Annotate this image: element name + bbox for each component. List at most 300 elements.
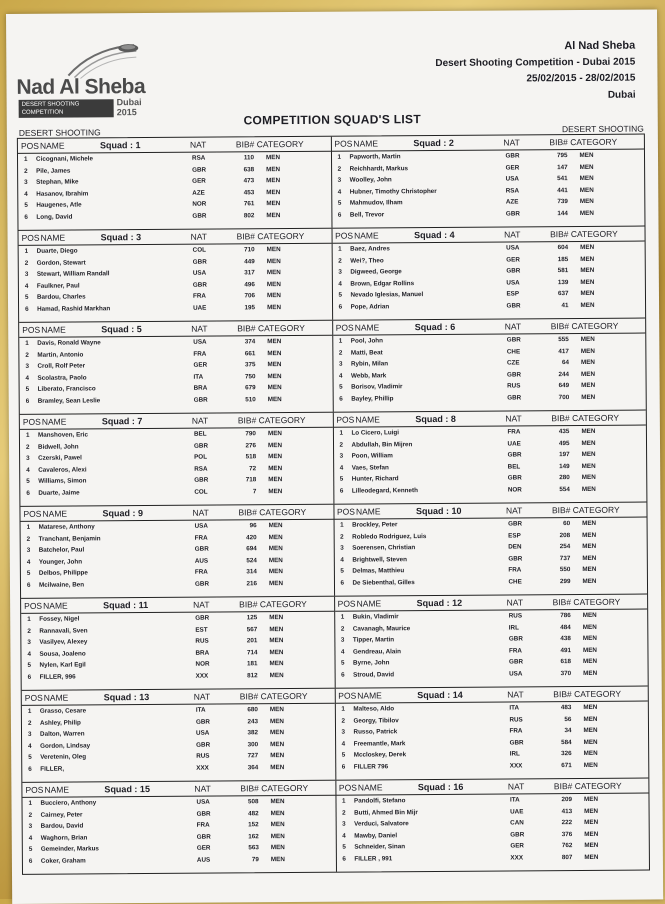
col-name-header: NAME — [44, 784, 70, 795]
shooter-bib: 144 — [557, 209, 568, 217]
shooter-name: Younger, John — [38, 557, 83, 566]
shooter-name: Hubner, Timothy Christopher — [349, 187, 437, 196]
shooter-pos: 4 — [339, 464, 344, 472]
col-pos-header: POS — [335, 230, 354, 241]
shooter-bib: 710 — [244, 246, 255, 254]
squad-block — [22, 689, 335, 782]
shooter-pos: 3 — [340, 544, 344, 552]
shooter-bib: 491 — [560, 646, 571, 654]
squad-title: Squad : 14 — [417, 689, 463, 701]
shooter-pos: 4 — [341, 740, 346, 748]
shooter-name: De Siebenthal, Gilles — [352, 578, 415, 587]
shooter-pos: 1 — [27, 615, 31, 623]
shooter-pos: 2 — [26, 535, 31, 543]
shooter-pos: 2 — [28, 811, 33, 819]
shooter-bib: 496 — [244, 280, 255, 288]
squad-row — [21, 595, 648, 691]
shooter-pos: 4 — [338, 280, 342, 288]
shooter-pos: 1 — [341, 797, 346, 805]
shooter-category: MEN — [579, 209, 594, 217]
shooter-category: MEN — [584, 841, 599, 849]
shooter-name: Malteso, Aldo — [353, 705, 395, 713]
shooter-category: MEN — [270, 763, 285, 771]
shooter-name: Martin, Antonio — [37, 350, 84, 359]
shooter-name: FILLER , 991 — [354, 854, 393, 863]
col-name-header: NAME — [41, 324, 66, 335]
shooter-name: Pandolfi, Stefano — [353, 797, 406, 805]
shooter-bib: 449 — [244, 257, 255, 265]
shooter-nat: USA — [506, 278, 520, 287]
shooter-category: MEN — [267, 303, 282, 311]
shooter-nat: BRA — [195, 649, 210, 657]
shooter-name: Abdullah, Bin Mijren — [351, 440, 413, 449]
shooter-pos: 2 — [338, 349, 343, 357]
shooter-category: MEN — [584, 818, 599, 826]
shooter-name: Bardou, Charles — [36, 293, 86, 301]
shooter-nat: ITA — [195, 706, 206, 714]
shooter-name: Pile, James — [36, 167, 71, 175]
shooter-pos: 2 — [341, 717, 345, 725]
squad-title: Squad : 12 — [416, 597, 463, 609]
shooter-category: MEN — [268, 487, 283, 495]
shooter-pos: 1 — [23, 155, 28, 163]
shooter-bib: 60 — [563, 520, 571, 528]
shooter-bib: 195 — [244, 303, 256, 311]
shooter-nat: CHE — [506, 347, 521, 356]
squad-row — [22, 779, 649, 874]
shooter-nat: USA — [194, 522, 208, 530]
shooter-category: MEN — [583, 738, 598, 746]
shooter-nat: GBR — [194, 580, 210, 588]
shooter-pos: 6 — [28, 857, 33, 865]
shooter-category: MEN — [583, 703, 598, 711]
shooter-nat: GBR — [508, 520, 523, 528]
shooter-bib: 413 — [561, 807, 573, 815]
shooter-name: Nylen, Karl Egil — [39, 661, 86, 669]
shooter-bib: 483 — [560, 704, 572, 712]
shooter-row — [334, 575, 647, 589]
shooter-category: MEN — [267, 349, 282, 357]
shooter-row — [336, 851, 649, 865]
shooter-bib: 495 — [558, 439, 570, 447]
shooter-category: MEN — [266, 292, 281, 300]
squad-list-sheet — [6, 9, 663, 904]
col-nat-header: NAT — [191, 415, 209, 426]
shooter-bib: 473 — [243, 177, 255, 185]
shooter-bib: 56 — [564, 715, 572, 723]
shooter-bib: 364 — [247, 763, 259, 771]
shooter-bib: 34 — [564, 727, 572, 735]
squad-row — [22, 687, 649, 783]
squad-title: Squad : 4 — [414, 229, 455, 241]
shooter-name: Lo Cicero, Luigi — [351, 429, 400, 437]
shooter-category: MEN — [581, 370, 596, 378]
shooter-bib: 762 — [561, 842, 573, 850]
shooter-nat: GER — [192, 177, 206, 185]
shooter-row — [335, 667, 648, 681]
shooter-nat: BRA — [193, 384, 208, 392]
shooter-name: Hunter, Richard — [351, 475, 399, 483]
event-title: Desert Shooting Competition - Dubai 2015 — [435, 56, 636, 70]
shooter-nat: FRA — [193, 350, 207, 358]
shooter-row — [20, 393, 333, 407]
shooter-row — [18, 209, 331, 223]
shooter-pos: 6 — [28, 765, 32, 773]
shooter-nat: GBR — [508, 554, 523, 563]
shooter-category: MEN — [584, 830, 599, 838]
shooter-pos: 6 — [342, 855, 346, 863]
shooter-bib: 584 — [561, 738, 572, 746]
col-name-header: NAME — [355, 414, 380, 425]
col-pos-header: POS — [23, 508, 42, 519]
shooter-name: Mcilwaine, Ben — [38, 580, 85, 589]
shooter-name: Pope, Adrian — [350, 302, 390, 311]
shooter-category: MEN — [268, 453, 283, 461]
shooter-nat: CAN — [510, 819, 524, 827]
shooter-bib: 222 — [561, 819, 573, 827]
shooter-pos: 2 — [340, 625, 345, 633]
col-pos-header: POS — [336, 506, 355, 517]
shooter-bib: 374 — [244, 338, 256, 346]
shooter-category: MEN — [269, 637, 284, 645]
shooter-nat: NOR — [195, 660, 210, 668]
shooter-pos: 5 — [341, 659, 345, 667]
shooter-row — [333, 299, 646, 313]
shooter-bib: 96 — [249, 522, 257, 530]
squad-title: Squad : 15 — [104, 784, 150, 795]
shooter-pos: 6 — [341, 763, 346, 771]
shooter-category: MEN — [582, 646, 597, 654]
shooter-bib: 482 — [248, 809, 259, 817]
shooter-nat: GBR — [195, 614, 210, 622]
col-pos-header: POS — [25, 784, 44, 795]
shooter-bib: 244 — [558, 370, 570, 378]
shooter-nat: CZE — [506, 359, 520, 367]
squad-title: Squad : 6 — [414, 321, 456, 333]
shooter-nat: UAE — [510, 807, 524, 816]
shooter-category: MEN — [583, 761, 598, 769]
shooter-pos: 3 — [338, 360, 343, 368]
shooter-name: Wei?, Theo — [350, 256, 384, 265]
shooter-nat: CHE — [508, 577, 522, 586]
shooter-nat: FRA — [507, 428, 521, 436]
shooter-pos: 5 — [338, 291, 343, 299]
shooter-category: MEN — [584, 853, 599, 861]
shooter-name: Georgy, Tibilov — [353, 716, 399, 725]
col-pos-header: POS — [334, 138, 353, 149]
shooter-pos: 1 — [338, 337, 343, 345]
squad-title: Squad : 5 — [101, 324, 142, 335]
shooter-pos: 5 — [339, 383, 343, 391]
shooter-pos: 3 — [26, 454, 30, 462]
shooter-bib: 314 — [246, 568, 257, 576]
shooter-name: FILLER, 996 — [39, 673, 76, 681]
shooter-pos: 5 — [339, 475, 344, 483]
shooter-nat: ITA — [509, 704, 520, 712]
shooter-pos: 3 — [25, 362, 30, 370]
shooter-category: MEN — [580, 347, 595, 355]
shooter-nat: COL — [194, 488, 208, 496]
shooter-nat: UAE — [507, 439, 521, 448]
shooter-pos: 2 — [25, 443, 30, 451]
col-pos-header: POS — [335, 322, 354, 333]
col-nat-header: NAT — [190, 231, 207, 242]
shooter-bib: 185 — [557, 255, 569, 263]
col-bib-category-header: BIB# CATEGORY — [239, 690, 308, 702]
shooter-nat: AZE — [505, 198, 519, 206]
shooter-category: MEN — [270, 740, 285, 748]
shooter-nat: IRL — [509, 750, 520, 758]
shooter-category: MEN — [583, 669, 598, 677]
shooter-pos: 5 — [337, 199, 342, 207]
shooter-bib: 541 — [557, 175, 568, 183]
shooter-pos: 6 — [26, 581, 31, 589]
col-bib-category-header: BIB# CATEGORY — [552, 596, 621, 608]
shooter-name: Waghorn, Brian — [40, 833, 88, 842]
shooter-name: Haugenes, Atle — [36, 201, 82, 209]
shooter-nat: GBR — [196, 810, 211, 818]
shooter-name: Faulkner, Paul — [36, 281, 80, 290]
shooter-category: MEN — [266, 188, 281, 196]
shooter-nat: GBR — [506, 301, 521, 310]
shooter-category: MEN — [270, 821, 285, 829]
shooter-category: MEN — [268, 556, 283, 564]
shooter-pos: 6 — [341, 671, 345, 679]
shooter-nat: GBR — [505, 152, 520, 160]
shooter-nat: USA — [506, 244, 520, 252]
shooter-category: MEN — [269, 706, 284, 714]
squad-title: Squad : 10 — [415, 505, 462, 517]
shooter-name: Davis, Ronald Wayne — [37, 339, 101, 347]
col-bib-category-header: BIB# CATEGORY — [551, 412, 620, 424]
logo-brand: Nad Al Sheba — [16, 75, 146, 99]
shooter-pos: 6 — [339, 395, 343, 403]
shooter-category: MEN — [268, 476, 283, 484]
shooter-nat: GBR — [507, 474, 522, 482]
shooter-bib: 795 — [556, 152, 568, 160]
shooter-nat: USA — [192, 269, 207, 277]
shooter-pos: 4 — [28, 834, 33, 842]
venue-title: Al Nad Sheba — [564, 39, 636, 53]
shooter-category: MEN — [269, 648, 284, 656]
shooter-pos: 3 — [27, 638, 31, 646]
shooter-name: Sousa, Joaleno — [39, 649, 86, 658]
shooter-bib: 786 — [560, 612, 571, 620]
shooter-category: MEN — [269, 671, 284, 679]
shooter-name: Baez, Andres — [350, 245, 390, 253]
col-bib-category-header: BIB# CATEGORY — [238, 506, 307, 518]
col-nat-header: NAT — [506, 597, 524, 608]
shooter-name: Poon, William — [351, 452, 393, 460]
shooter-name: Bidwell, John — [37, 443, 79, 451]
col-pos-header: POS — [24, 600, 43, 611]
shooter-name: Russo, Patrick — [353, 728, 398, 736]
shooter-pos: 3 — [340, 636, 345, 644]
shooter-category: MEN — [268, 522, 283, 530]
shooter-category: MEN — [582, 565, 597, 573]
shooter-category: MEN — [579, 163, 594, 171]
shooter-nat: XXX — [195, 672, 209, 680]
shooter-pos: 4 — [25, 374, 30, 382]
shooter-nat: USA — [509, 669, 523, 678]
shooter-nat: GBR — [195, 718, 210, 726]
shooter-category: MEN — [581, 485, 596, 493]
shooter-nat: XXX — [510, 853, 524, 861]
shooter-bib: 671 — [561, 761, 572, 769]
shooter-nat: XXX — [196, 764, 209, 772]
squad-block — [334, 687, 648, 780]
shooter-nat: UAE — [193, 304, 207, 312]
shooter-nat: GBR — [194, 545, 209, 553]
shooter-pos: 3 — [339, 452, 344, 460]
shooter-category: MEN — [579, 197, 594, 205]
shooter-nat: GBR — [192, 258, 207, 266]
shooter-name: Gemeinder, Markus — [40, 845, 99, 853]
shooter-name: Verduci, Salvatore — [354, 820, 409, 828]
shooter-bib: 326 — [561, 750, 572, 758]
shooter-pos: 3 — [28, 730, 32, 738]
shooter-name: Stewart, William Randall — [36, 270, 110, 278]
shooter-category: MEN — [582, 623, 597, 631]
col-nat-header: NAT — [504, 229, 521, 240]
shooter-nat: EST — [195, 626, 208, 634]
shooter-pos: 1 — [25, 339, 29, 347]
shooter-nat: BEL — [507, 462, 521, 471]
shooter-name: Gordon, Lindsay — [40, 741, 91, 750]
shooter-pos: 6 — [25, 397, 30, 405]
col-name-header: NAME — [41, 416, 67, 427]
shooter-name: Rannavali, Sven — [39, 626, 88, 635]
shooter-category: MEN — [269, 729, 285, 737]
shooter-bib: 727 — [247, 752, 259, 760]
shooter-bib: 181 — [247, 660, 258, 668]
shooter-bib: 484 — [560, 623, 571, 631]
shooter-name: Pool, John — [350, 337, 384, 345]
shooter-category: MEN — [583, 749, 598, 757]
shooter-pos: 4 — [24, 282, 29, 290]
shooter-name: Croll, Rolf Peter — [37, 362, 86, 370]
shooter-pos: 5 — [28, 753, 32, 761]
shooter-category: MEN — [581, 462, 596, 470]
col-name-header: NAME — [42, 508, 68, 519]
shooter-category: MEN — [268, 568, 283, 576]
shooter-nat: GBR — [505, 209, 520, 218]
shooter-nat: AZE — [192, 189, 205, 197]
shooter-name: Brightwell, Steven — [352, 555, 407, 564]
shooter-pos: 2 — [24, 259, 29, 267]
shooter-bib: 254 — [559, 543, 571, 551]
shooter-bib: 276 — [245, 441, 257, 449]
shooter-name: Freemantle, Mark — [353, 739, 406, 748]
shooter-category: MEN — [270, 855, 285, 863]
shooter-name: Papworth, Martin — [349, 153, 401, 161]
col-nat-header: NAT — [194, 783, 211, 794]
shooter-nat: GBR — [507, 451, 522, 459]
shooter-category: MEN — [267, 441, 283, 449]
shooter-pos: 1 — [337, 153, 342, 161]
discipline-right: DESERT SHOOTING — [561, 123, 644, 135]
shooter-bib: 508 — [247, 798, 259, 806]
shooter-bib: 661 — [244, 349, 256, 357]
col-name-header: NAME — [353, 138, 379, 149]
squads-table — [17, 134, 650, 875]
squad-block — [21, 597, 334, 690]
col-name-header: NAME — [355, 506, 381, 517]
event-city: Dubai — [607, 89, 636, 101]
shooter-bib: 555 — [558, 336, 569, 344]
shooter-nat: GBR — [507, 370, 522, 379]
squad-title: Squad : 2 — [413, 137, 454, 149]
shooter-bib: 581 — [557, 267, 569, 275]
shooter-nat: FRA — [194, 534, 208, 542]
shooter-bib: 618 — [560, 658, 572, 666]
shooter-pos: 1 — [27, 707, 32, 715]
shooter-name: Webb, Mark — [351, 371, 387, 380]
col-name-header: NAME — [43, 692, 69, 703]
col-nat-header: NAT — [507, 781, 525, 792]
squad-block — [20, 413, 333, 506]
shooter-category: MEN — [580, 255, 595, 263]
shooter-nat: IRL — [508, 623, 519, 632]
logo-city: Dubai — [116, 97, 142, 108]
shooter-name: Long, David — [36, 213, 73, 221]
shooter-category: MEN — [270, 752, 285, 760]
shooter-nat: FRA — [196, 821, 210, 829]
shooter-bib: 280 — [559, 474, 570, 482]
shooter-name: Batchelor, Paul — [38, 546, 85, 554]
shooter-pos: 5 — [26, 569, 31, 577]
squad-title: Squad : 13 — [103, 692, 150, 703]
shooter-category: MEN — [583, 657, 598, 665]
shooter-pos: 6 — [337, 211, 342, 219]
shooter-nat: GBR — [506, 267, 521, 275]
shooter-nat: XXX — [509, 761, 523, 770]
shooter-category: MEN — [581, 450, 596, 458]
shooter-pos: 4 — [342, 832, 346, 840]
shooter-nat: USA — [196, 798, 210, 806]
shooter-name: Bramley, Sean Leslie — [37, 396, 101, 405]
shooter-bib: 604 — [557, 244, 569, 252]
col-bib-category-header: BIB# CATEGORY — [239, 598, 307, 610]
shooter-nat: RUS — [509, 715, 523, 724]
col-pos-header: POS — [24, 692, 43, 703]
shooter-category: MEN — [266, 177, 281, 185]
shooter-name: Tranchant, Benjamin — [38, 534, 101, 543]
shooter-row — [21, 577, 334, 591]
shooter-name: Gordon, Stewart — [36, 258, 86, 267]
squad-block — [20, 505, 333, 598]
shooter-pos: 3 — [26, 546, 31, 554]
shooter-name: Delbos, Philippe — [38, 569, 88, 577]
shooter-pos: 6 — [340, 579, 345, 587]
shooter-pos: 3 — [338, 268, 342, 276]
shooter-category: MEN — [269, 625, 284, 633]
col-pos-header: POS — [22, 416, 41, 427]
shooter-category: MEN — [270, 832, 285, 840]
col-bib-category-header: BIB# CATEGORY — [553, 780, 622, 792]
shooter-pos: 2 — [24, 167, 28, 175]
squad-block — [19, 321, 332, 414]
shooter-name: Manshoven, Eric — [37, 431, 89, 439]
shooter-pos: 2 — [342, 809, 346, 817]
shooter-name: Borisov, Vladimir — [351, 383, 403, 391]
shooter-nat: GBR — [196, 833, 211, 841]
shooter-name: Brown, Edgar Rollins — [350, 279, 415, 288]
shooter-bib: 441 — [557, 186, 568, 194]
shooter-nat: GBR — [506, 336, 521, 344]
shooter-name: Soerensen, Christian — [352, 544, 416, 552]
shooter-row — [332, 207, 645, 221]
